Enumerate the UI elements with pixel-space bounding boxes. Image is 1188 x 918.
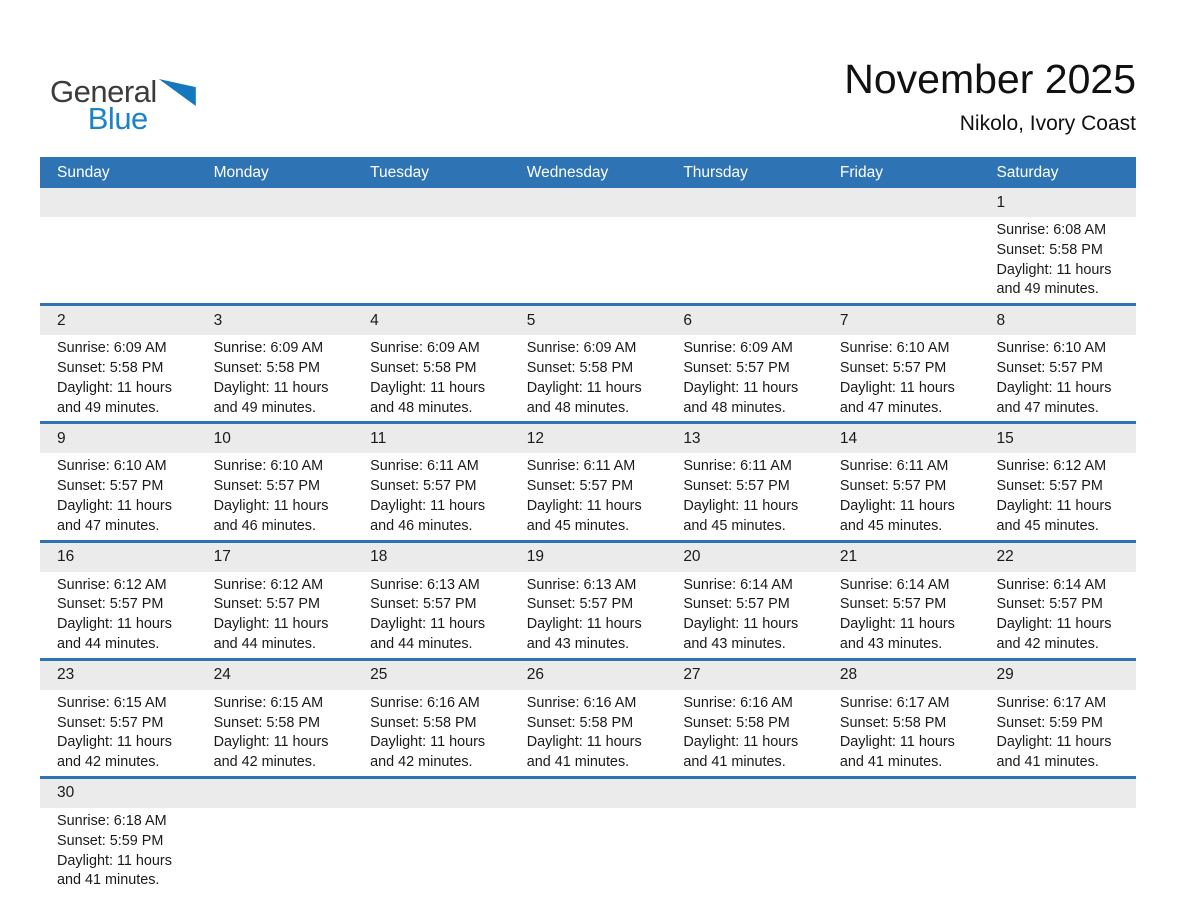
daylight-text: Daylight: 11 hours and 49 minutes. — [213, 379, 329, 416]
day-number-strip — [40, 306, 1136, 335]
daylight-text: Daylight: 11 hours and 41 minutes. — [996, 734, 1112, 771]
sunset-text: Sunset: 5:57 PM — [213, 596, 320, 613]
daylight-text: Daylight: 11 hours and 44 minutes. — [57, 616, 172, 652]
day-number-empty — [979, 779, 1136, 808]
day-cell — [197, 453, 354, 536]
sunrise-text: Sunrise: 6:17 AM — [996, 694, 1107, 711]
day-number: 4 — [370, 311, 379, 329]
day-cell-empty — [197, 808, 354, 891]
day-number-strip — [40, 188, 1136, 217]
sunrise-text: Sunrise: 6:16 AM — [526, 694, 637, 711]
general-blue-logo — [50, 76, 196, 134]
daylight-text: Daylight: 11 hours and 48 minutes. — [526, 379, 642, 416]
sunset-text: Sunset: 5:57 PM — [839, 478, 947, 495]
day-number: 17 — [213, 548, 231, 566]
sunset-text: Sunset: 5:57 PM — [57, 714, 164, 731]
logo-text-general: General — [50, 74, 157, 109]
sunset-text: Sunset: 5:57 PM — [370, 596, 477, 613]
calendar-grid — [40, 188, 1136, 894]
day-number: 7 — [839, 311, 849, 329]
daylight-text: Daylight: 11 hours and 46 minutes. — [370, 497, 486, 534]
daylight-text: Daylight: 11 hours and 42 minutes. — [370, 734, 486, 771]
day-cell — [510, 572, 667, 655]
day-cell — [510, 453, 667, 536]
week-details-row — [40, 690, 1136, 776]
day-number: 3 — [213, 311, 223, 329]
daylight-text: Daylight: 11 hours and 42 minutes. — [213, 734, 329, 771]
weekday-header-sunday: Sunday — [57, 163, 110, 181]
sunset-text: Sunset: 5:57 PM — [839, 359, 947, 376]
weekday-header-thursday: Thursday — [683, 163, 748, 181]
sunrise-text: Sunrise: 6:12 AM — [57, 576, 167, 593]
day-number-empty — [823, 188, 980, 217]
sunrise-text: Sunrise: 6:10 AM — [57, 458, 167, 475]
sunset-text: Sunset: 5:57 PM — [839, 596, 947, 613]
sunrise-text: Sunrise: 6:15 AM — [213, 694, 324, 711]
sunset-text: Sunset: 5:57 PM — [683, 359, 790, 376]
logo-text-blue: Blue — [87, 101, 148, 136]
sunrise-text: Sunrise: 6:10 AM — [213, 458, 324, 475]
day-number: 5 — [526, 311, 536, 329]
day-cell — [353, 572, 510, 655]
week-row — [40, 543, 1136, 661]
week-details-row — [40, 572, 1136, 658]
day-number: 29 — [996, 666, 1014, 684]
week-details-row — [40, 335, 1136, 421]
day-number: 20 — [683, 548, 701, 566]
sunset-text: Sunset: 5:58 PM — [213, 359, 320, 376]
day-number: 24 — [213, 666, 231, 684]
sunrise-text: Sunrise: 6:16 AM — [683, 694, 793, 711]
sunset-text: Sunset: 5:57 PM — [526, 478, 634, 495]
day-cell-empty — [353, 808, 510, 891]
day-cell — [40, 690, 197, 773]
day-number-empty — [510, 779, 667, 808]
week-row — [40, 188, 1136, 306]
day-cell-empty — [823, 808, 980, 891]
day-cell — [510, 690, 667, 773]
sunrise-text: Sunrise: 6:09 AM — [683, 340, 793, 357]
day-number: 22 — [996, 548, 1014, 566]
day-number: 19 — [526, 548, 544, 566]
weekday-header-wednesday: Wednesday — [526, 163, 609, 181]
sunset-text: Sunset: 5:57 PM — [213, 478, 320, 495]
sunset-text: Sunset: 5:57 PM — [996, 359, 1103, 376]
daylight-text: Daylight: 11 hours and 41 minutes. — [57, 852, 172, 889]
day-cell — [979, 335, 1136, 418]
daylight-text: Daylight: 11 hours and 48 minutes. — [370, 379, 486, 416]
day-number-strip — [40, 424, 1136, 453]
sunset-text: Sunset: 5:57 PM — [996, 478, 1103, 495]
sunrise-text: Sunrise: 6:10 AM — [839, 340, 950, 357]
day-number-empty — [353, 779, 510, 808]
daylight-text: Daylight: 11 hours and 45 minutes. — [996, 497, 1112, 534]
day-number-empty — [197, 779, 354, 808]
day-number: 28 — [839, 666, 858, 684]
day-number-strip — [40, 779, 1136, 808]
day-number: 13 — [683, 429, 701, 447]
daylight-text: Daylight: 11 hours and 49 minutes. — [57, 379, 172, 416]
sunset-text: Sunset: 5:58 PM — [839, 714, 947, 731]
daylight-text: Daylight: 11 hours and 46 minutes. — [213, 497, 329, 534]
daylight-text: Daylight: 11 hours and 42 minutes. — [996, 616, 1112, 652]
sunset-text: Sunset: 5:58 PM — [683, 714, 790, 731]
day-cell — [979, 453, 1136, 536]
day-cell — [197, 572, 354, 655]
daylight-text: Daylight: 11 hours and 42 minutes. — [57, 734, 172, 771]
daylight-text: Daylight: 11 hours and 49 minutes. — [996, 261, 1112, 298]
daylight-text: Daylight: 11 hours and 44 minutes. — [370, 616, 486, 652]
day-cell — [40, 335, 197, 418]
daylight-text: Daylight: 11 hours and 43 minutes. — [526, 616, 642, 652]
daylight-text: Daylight: 11 hours and 47 minutes. — [57, 497, 172, 534]
day-number: 21 — [839, 548, 858, 566]
day-number: 2 — [57, 311, 66, 329]
daylight-text: Daylight: 11 hours and 41 minutes. — [839, 734, 955, 771]
sunset-text: Sunset: 5:58 PM — [213, 714, 320, 731]
sunrise-text: Sunrise: 6:09 AM — [213, 340, 324, 357]
week-row — [40, 661, 1136, 779]
day-cell — [979, 217, 1136, 300]
sunrise-text: Sunrise: 6:14 AM — [996, 576, 1107, 593]
sunset-text: Sunset: 5:57 PM — [996, 596, 1103, 613]
day-cell — [40, 453, 197, 536]
logo-triangle-icon — [159, 79, 196, 106]
day-cell — [666, 572, 823, 655]
day-number-empty — [353, 188, 510, 217]
title-block — [844, 56, 1136, 136]
day-number-empty — [666, 188, 823, 217]
calendar — [40, 157, 1136, 894]
sunset-text: Sunset: 5:57 PM — [57, 596, 164, 613]
daylight-text: Daylight: 11 hours and 43 minutes. — [839, 616, 955, 652]
sunrise-text: Sunrise: 6:14 AM — [683, 576, 793, 593]
page-subtitle-location: Nikolo, Ivory Coast — [959, 112, 1136, 136]
week-details-row — [40, 808, 1136, 894]
sunset-text: Sunset: 5:57 PM — [370, 478, 477, 495]
week-row — [40, 306, 1136, 424]
day-number: 14 — [839, 429, 858, 447]
sunrise-text: Sunrise: 6:17 AM — [839, 694, 950, 711]
sunrise-text: Sunrise: 6:11 AM — [839, 458, 949, 475]
daylight-text: Daylight: 11 hours and 45 minutes. — [526, 497, 642, 534]
day-number-strip — [40, 543, 1136, 572]
weekday-header-saturday: Saturday — [996, 163, 1059, 181]
day-cell-empty — [40, 217, 197, 300]
day-number: 15 — [996, 429, 1014, 447]
sunset-text: Sunset: 5:59 PM — [996, 714, 1103, 731]
week-details-row — [40, 453, 1136, 539]
sunrise-text: Sunrise: 6:12 AM — [213, 576, 324, 593]
sunrise-text: Sunrise: 6:11 AM — [526, 458, 636, 475]
week-row — [40, 424, 1136, 542]
sunrise-text: Sunrise: 6:10 AM — [996, 340, 1107, 357]
sunrise-text: Sunrise: 6:09 AM — [526, 340, 637, 357]
daylight-text: Daylight: 11 hours and 47 minutes. — [839, 379, 955, 416]
page-title: November 2025 — [844, 56, 1136, 102]
day-cell — [353, 335, 510, 418]
day-number-empty — [823, 779, 980, 808]
day-cell — [40, 808, 197, 891]
day-cell — [823, 572, 980, 655]
day-cell — [40, 572, 197, 655]
daylight-text: Daylight: 11 hours and 45 minutes. — [839, 497, 955, 534]
sunrise-text: Sunrise: 6:16 AM — [370, 694, 480, 711]
day-cell — [666, 690, 823, 773]
day-cell — [666, 453, 823, 536]
day-cell-empty — [510, 808, 667, 891]
day-number: 27 — [683, 666, 701, 684]
day-cell-empty — [979, 808, 1136, 891]
day-cell — [197, 690, 354, 773]
day-number: 8 — [996, 311, 1006, 329]
daylight-text: Daylight: 11 hours and 44 minutes. — [213, 616, 329, 652]
weekday-header-monday: Monday — [213, 163, 269, 181]
day-number: 12 — [526, 429, 544, 447]
day-number: 25 — [370, 666, 388, 684]
day-number: 18 — [370, 548, 388, 566]
sunrise-text: Sunrise: 6:09 AM — [57, 340, 167, 357]
sunset-text: Sunset: 5:58 PM — [370, 359, 477, 376]
daylight-text: Daylight: 11 hours and 47 minutes. — [996, 379, 1112, 416]
day-cell — [510, 335, 667, 418]
day-number: 10 — [213, 429, 231, 447]
day-number: 6 — [683, 311, 692, 329]
sunrise-text: Sunrise: 6:14 AM — [839, 576, 950, 593]
day-cell-empty — [353, 217, 510, 300]
day-number: 11 — [370, 429, 387, 447]
day-cell — [353, 690, 510, 773]
day-cell-empty — [666, 217, 823, 300]
day-number-empty — [666, 779, 823, 808]
sunset-text: Sunset: 5:57 PM — [683, 596, 790, 613]
day-cell — [823, 453, 980, 536]
daylight-text: Daylight: 11 hours and 41 minutes. — [526, 734, 642, 771]
sunset-text: Sunset: 5:57 PM — [683, 478, 790, 495]
sunrise-text: Sunrise: 6:09 AM — [370, 340, 480, 357]
week-row — [40, 779, 1136, 894]
sunset-text: Sunset: 5:58 PM — [370, 714, 477, 731]
day-cell — [666, 335, 823, 418]
weekday-header-friday: Friday — [839, 163, 883, 181]
day-number-empty — [510, 188, 667, 217]
day-number: 26 — [526, 666, 544, 684]
sunrise-text: Sunrise: 6:11 AM — [370, 458, 479, 475]
daylight-text: Daylight: 11 hours and 48 minutes. — [683, 379, 799, 416]
day-cell — [979, 572, 1136, 655]
sunset-text: Sunset: 5:58 PM — [526, 359, 634, 376]
sunrise-text: Sunrise: 6:13 AM — [370, 576, 480, 593]
day-cell — [353, 453, 510, 536]
sunset-text: Sunset: 5:58 PM — [57, 359, 164, 376]
day-number: 16 — [57, 548, 75, 566]
sunset-text: Sunset: 5:57 PM — [57, 478, 164, 495]
day-number: 1 — [996, 193, 1006, 211]
day-cell-empty — [666, 808, 823, 891]
sunset-text: Sunset: 5:57 PM — [526, 596, 634, 613]
sunset-text: Sunset: 5:59 PM — [57, 832, 164, 849]
sunrise-text: Sunrise: 6:13 AM — [526, 576, 637, 593]
day-cell — [823, 335, 980, 418]
sunrise-text: Sunrise: 6:08 AM — [996, 222, 1107, 238]
daylight-text: Daylight: 11 hours and 45 minutes. — [683, 497, 799, 534]
sunset-text: Sunset: 5:58 PM — [996, 241, 1103, 258]
day-cell-empty — [510, 217, 667, 300]
day-cell — [979, 690, 1136, 773]
day-number: 30 — [57, 784, 75, 802]
sunset-text: Sunset: 5:58 PM — [526, 714, 634, 731]
day-cell-empty — [197, 217, 354, 300]
day-number-strip — [40, 661, 1136, 690]
weekday-header-tuesday: Tuesday — [370, 163, 430, 181]
sunrise-text: Sunrise: 6:15 AM — [57, 694, 167, 711]
day-cell-empty — [823, 217, 980, 300]
week-details-row — [40, 217, 1136, 303]
day-cell — [197, 335, 354, 418]
sunrise-text: Sunrise: 6:12 AM — [996, 458, 1107, 475]
daylight-text: Daylight: 11 hours and 41 minutes. — [683, 734, 799, 771]
sunrise-text: Sunrise: 6:11 AM — [683, 458, 792, 475]
day-cell — [823, 690, 980, 773]
day-number: 23 — [57, 666, 75, 684]
weekday-header-row — [40, 157, 1136, 188]
day-number: 9 — [57, 429, 66, 447]
day-number-empty — [197, 188, 354, 217]
sunrise-text: Sunrise: 6:18 AM — [57, 812, 167, 829]
day-number-empty — [40, 188, 197, 217]
daylight-text: Daylight: 11 hours and 43 minutes. — [683, 616, 799, 652]
